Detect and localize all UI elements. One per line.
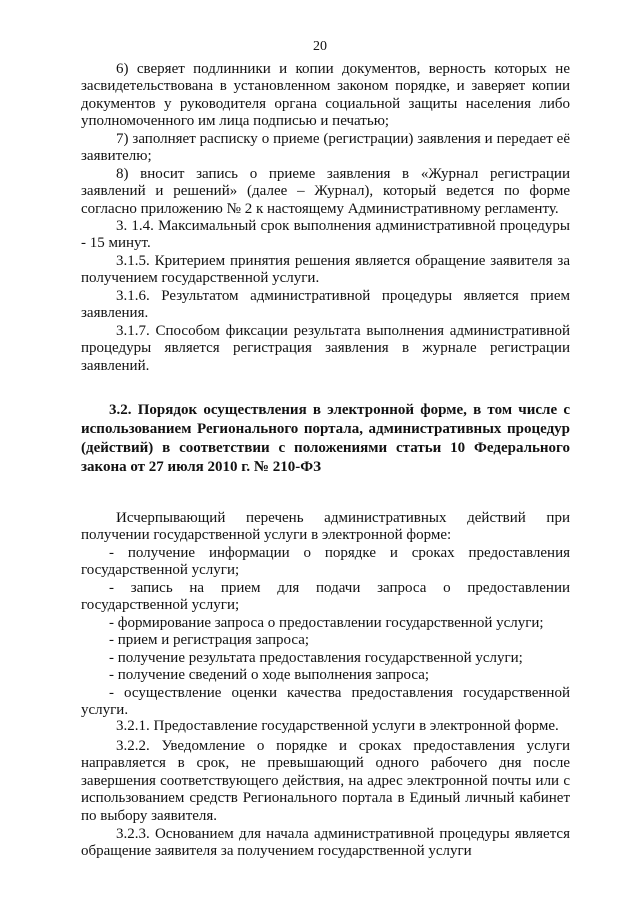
list-item: - запись на прием для подачи запроса о предоставлении государственной услуги;: [81, 580, 570, 614]
paragraph-3-2-3: 3.2.3. Основанием для начала административной процедуры является обращение заявителя за получением государственной услуги: [81, 826, 570, 860]
paragraph-3-1-6: 3.1.6. Результатом административной процедуры является прием заявления.: [81, 288, 570, 322]
paragraph-item-6: 6) сверяет подлинники и копии документов, верность которых не засвидетельствована в установленном законом порядке, и заверяет копии документов у руководителя органа социальной защиты населения либо уполномоченного им лица подписью и печатью;: [81, 61, 570, 130]
page-number: 20: [313, 39, 327, 54]
paragraph-item-8: 8) вносит запись о приеме заявления в «Журнал регистрации заявлений и решений» (далее – Журнал), который ведется по форме согласно приложению № 2 к настоящему Административному регламенту.: [81, 166, 570, 217]
paragraph-3-2-2: 3.2.2. Уведомление о порядке и сроках предоставления услуги направляется в срок, не превышающий одного рабочего дня после завершения соответствующего действия, на адрес электронной почты или с использованием средств Регионального портала в Единый личный кабинет по выбору заявителя.: [81, 738, 570, 824]
section-heading: 3.2. Порядок осуществления в электронной форме, в том числе с использованием Регионального портала, административных процедур (действий) в соответствии с положениями статьи 10 Федерального закона от 27 июля 2010 г. № 210-ФЗ: [81, 402, 570, 475]
list-item: - получение результата предоставления государственной услуги;: [109, 650, 523, 666]
list-item: - получение информации о порядке и сроках предоставления государственной услуги;: [81, 545, 570, 579]
intro-paragraph: Исчерпывающий перечень административных действий при получении государственной услуги в электронной форме:: [81, 510, 570, 544]
list-item: - осуществление оценки качества предоставления государственной услуги.: [81, 685, 570, 719]
paragraph-3-2-1: 3.2.1. Предоставление государственной услуги в электронной форме.: [116, 718, 559, 734]
paragraph-3-1-5: 3.1.5. Критерием принятия решения является обращение заявителя за получением государственной услуги.: [81, 253, 570, 287]
list-item: - прием и регистрация запроса;: [109, 632, 310, 648]
paragraph-3-1-4: 3. 1.4. Максимальный срок выполнения административной процедуры - 15 минут.: [81, 218, 570, 252]
paragraph-item-7: 7) заполняет расписку о приеме (регистрации) заявления и передает её заявителю;: [81, 131, 570, 165]
list-item: - формирование запроса о предоставлении государственной услуги;: [109, 615, 544, 631]
paragraph-3-1-7: 3.1.7. Способом фиксации результата выполнения административной процедуры является регистрация заявления в журнале регистрации заявлений.: [81, 323, 570, 374]
list-item: - получение сведений о ходе выполнения запроса;: [109, 667, 430, 683]
